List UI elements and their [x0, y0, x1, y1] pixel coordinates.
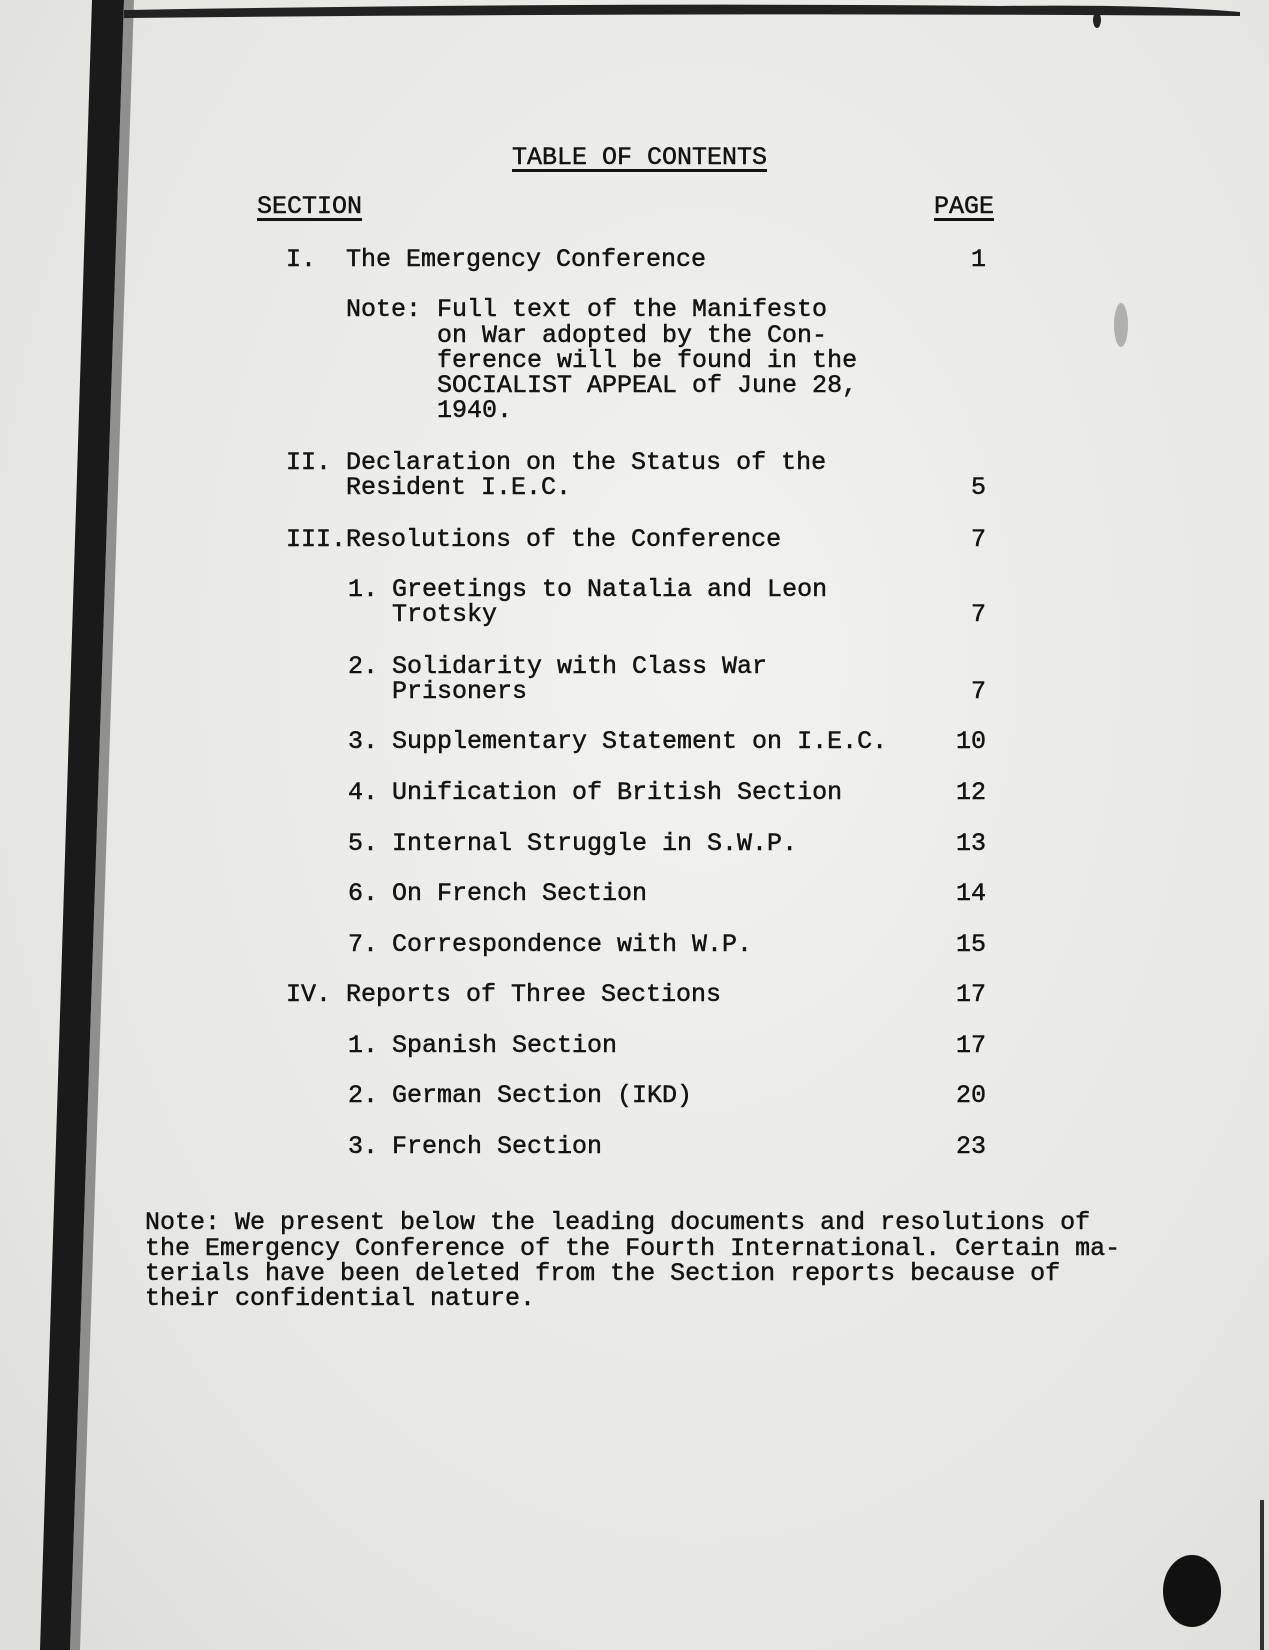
note-line: ference will be found in the	[437, 346, 858, 375]
entry-page: 23	[955, 1132, 986, 1161]
entry-page: 12	[955, 778, 986, 807]
entry-number: IV.	[286, 980, 332, 1009]
subentry-number: 1.	[348, 1031, 379, 1060]
entry-title: The Emergency Conference	[346, 245, 707, 274]
hole-punch-mark	[1163, 1555, 1221, 1627]
entry-page: 5	[970, 473, 986, 502]
entry-page: 7	[970, 525, 986, 554]
subentry-title: Greetings to Natalia and Leon	[392, 575, 828, 604]
subentry-number: 4.	[348, 778, 379, 807]
entry-number: II.	[286, 448, 332, 477]
subentry-number: 3.	[348, 1132, 379, 1161]
entry-page: 1	[970, 245, 986, 274]
subentry-title: Unification of British Section	[392, 778, 843, 807]
entry-page: 17	[955, 1031, 986, 1060]
footer-note-line: the Emergency Conference of the Fourth International. Certain ma-	[145, 1234, 1121, 1263]
page-column-header: PAGE	[934, 192, 995, 221]
document-title: TABLE OF CONTENTS	[512, 143, 768, 172]
subentry-number: 2.	[348, 1081, 379, 1110]
entry-page: 10	[955, 727, 986, 756]
entry-title-continued: Resident I.E.C.	[346, 473, 572, 502]
subentry-number: 1.	[348, 575, 379, 604]
entry-page: 15	[955, 930, 986, 959]
subentry-number: 2.	[348, 652, 379, 681]
note-line: Full text of the Manifesto	[437, 295, 828, 324]
subentry-number: 3.	[348, 727, 379, 756]
entry-number: I.	[286, 245, 317, 274]
entry-page: 13	[955, 829, 986, 858]
footer-note-line: their confidential nature.	[145, 1284, 536, 1313]
entry-title: Declaration on the Status of the	[346, 448, 827, 477]
note-line: 1940.	[437, 396, 513, 425]
subentry-number: 7.	[348, 930, 379, 959]
footer-note-line: terials have been deleted from the Section reports because of	[145, 1259, 1061, 1288]
subentry-title: Supplementary Statement on I.E.C.	[392, 727, 888, 756]
subentry-title: German Section (IKD)	[392, 1081, 693, 1110]
subentry-number: 6.	[348, 879, 379, 908]
entry-page: 7	[970, 677, 986, 706]
entry-page: 17	[955, 980, 986, 1009]
subentry-title: Correspondence with W.P.	[392, 930, 753, 959]
subentry-title: French Section	[392, 1132, 603, 1161]
subentry-title-continued: Prisoners	[392, 677, 528, 706]
subentry-title: Spanish Section	[392, 1031, 618, 1060]
footer-note-line: Note: We present below the leading documents and resolutions of	[145, 1208, 1091, 1237]
subentry-number: 5.	[348, 829, 379, 858]
entry-number: III.	[286, 525, 347, 554]
entry-title: Reports of Three Sections	[346, 980, 722, 1009]
note-label: Note:	[346, 295, 422, 324]
entry-title: Resolutions of the Conference	[346, 525, 782, 554]
subentry-title: Solidarity with Class War	[392, 652, 768, 681]
subentry-title: On French Section	[392, 879, 648, 908]
subentry-title-continued: Trotsky	[392, 600, 498, 629]
entry-page: 7	[970, 600, 986, 629]
entry-page: 14	[955, 879, 986, 908]
top-edge-line	[124, 5, 1240, 18]
note-line: SOCIALIST APPEAL of June 28,	[437, 371, 858, 400]
note-line: on War adopted by the Con-	[437, 321, 828, 350]
entry-page: 20	[955, 1081, 986, 1110]
section-column-header: SECTION	[257, 192, 363, 221]
subentry-title: Internal Struggle in S.W.P.	[392, 829, 798, 858]
